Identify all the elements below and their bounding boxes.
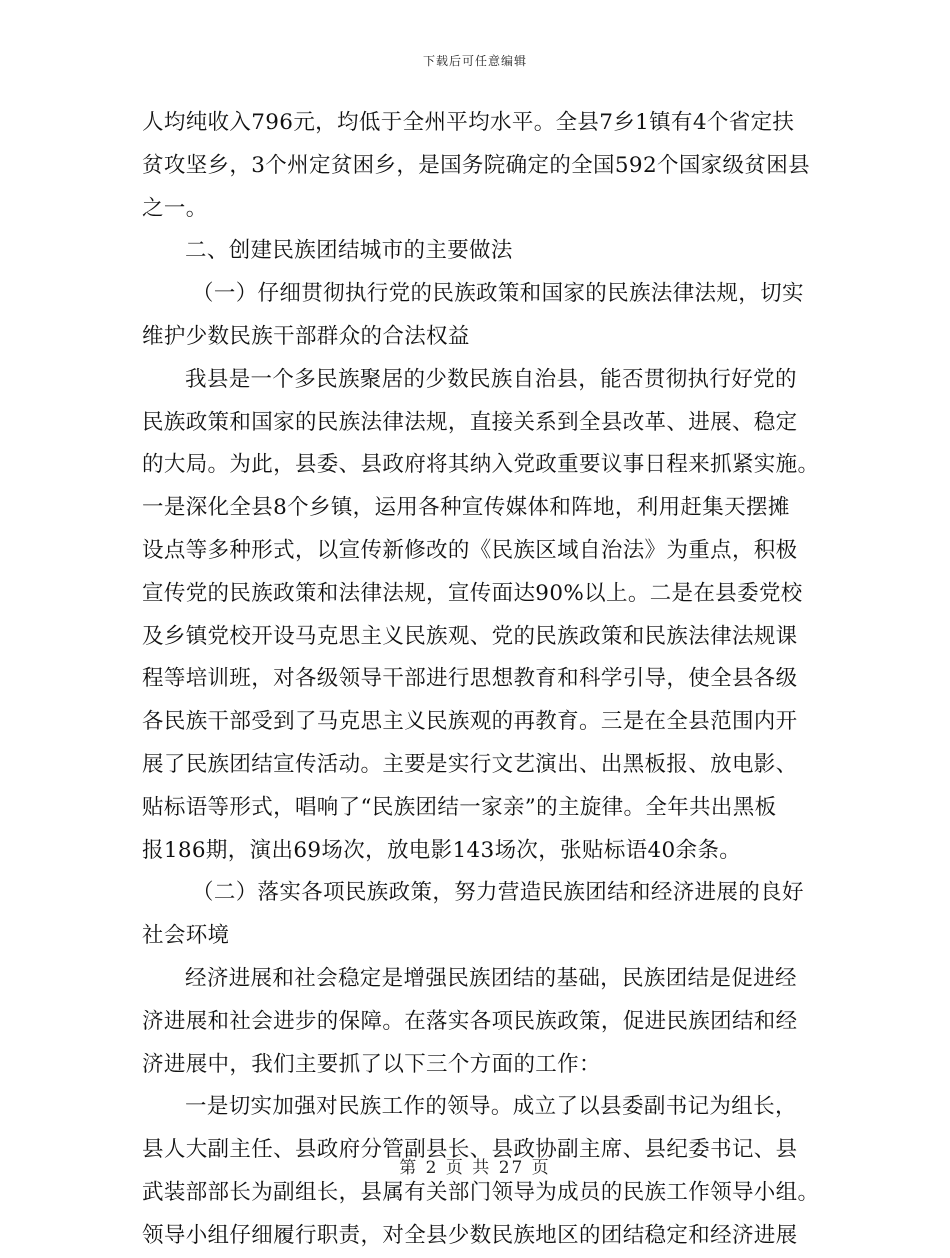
text-line: 程等培训班，对各级领导干部进行思想教育和科学引导，使全县各级 [142, 666, 798, 692]
document-body [142, 102, 820, 1258]
text-line: 报186期，演出69场次，放电影143场次，张贴标语40余条。 [142, 837, 742, 863]
text-line: 的大局。为此，县委、县政府将其纳入党政重要议事日程来抓紧实施。 [142, 452, 820, 478]
text-line: 展了民族团结宣传活动。主要是实行文艺演出、出黑板报、放电影、 [142, 751, 798, 777]
text-line: 宣传党的民族政策和法律法规，宣传面达90%以上。二是在县委党校 [142, 580, 803, 606]
subsection-heading-cont: 维护少数民族干部群众的合法权益 [142, 323, 470, 349]
text-line: 贴标语等形式，唱响了“民族团结一家亲”的主旋律。全年共出黑板 [142, 794, 777, 820]
text-line: 设点等多种形式，以宣传新修改的《民族区域自治法》为重点，积极 [142, 537, 798, 563]
text-line: 济进展中，我们主要抓了以下三个方面的工作： [142, 1051, 601, 1077]
text-line: 济进展和社会进步的保障。在落实各项民族政策，促进民族团结和经 [142, 1008, 798, 1034]
text-line: 各民族干部受到了马克思主义民族观的再教育。三是在全县范围内开 [142, 709, 798, 735]
text-line: 人均纯收入796元，均低于全州平均水平。全县7乡1镇有4个省定扶 [142, 110, 795, 135]
page-number-footer: 第 2 页 共 27 页 [399, 1158, 551, 1178]
subsection-heading: （二）落实各项民族政策，努力营造民族团结和经济进展的良好 [192, 880, 804, 906]
page-header: 下载后可任意编辑 [422, 54, 527, 68]
text-line: 一是深化全县8个乡镇，运用各种宣传媒体和阵地，利用赶集天摆摊 [142, 495, 790, 521]
subsection-heading: （一）仔细贯彻执行党的民族政策和国家的民族法律法规，切实 [192, 281, 804, 307]
text-line: 之一。 [142, 195, 208, 221]
text-line: 武装部部长为副组长，县属有关部门领导为成员的民族工作领导小组。 [142, 1179, 820, 1205]
text-line: 民族政策和国家的民族法律法规，直接关系到全县改革、进展、稳定 [142, 409, 798, 435]
text-line: 县人大副主任、县政府分管副县长、县政协副主席、县纪委书记、县 [142, 1137, 798, 1163]
paragraph-start: 一是切实加强对民族工作的领导。成立了以县委副书记为组长， [185, 1094, 797, 1120]
text-line: 贫攻坚乡，3个州定贫困乡，是国务院确定的全国592个国家级贫困县 [142, 152, 810, 178]
paragraph-start: 我县是一个多民族聚居的少数民族自治县，能否贯彻执行好党的 [185, 366, 797, 392]
text-line: 及乡镇党校开设马克思主义民族观、党的民族政策和民族法律法规课 [142, 623, 798, 649]
text-line: 领导小组仔细履行职责，对全县少数民族地区的团结稳定和经济进展 [142, 1222, 798, 1248]
section-heading: 二、创建民族团结城市的主要做法 [185, 238, 513, 264]
subsection-heading-cont: 社会环境 [142, 923, 230, 949]
paragraph-start: 经济进展和社会稳定是增强民族团结的基础，民族团结是促进经 [185, 965, 797, 991]
